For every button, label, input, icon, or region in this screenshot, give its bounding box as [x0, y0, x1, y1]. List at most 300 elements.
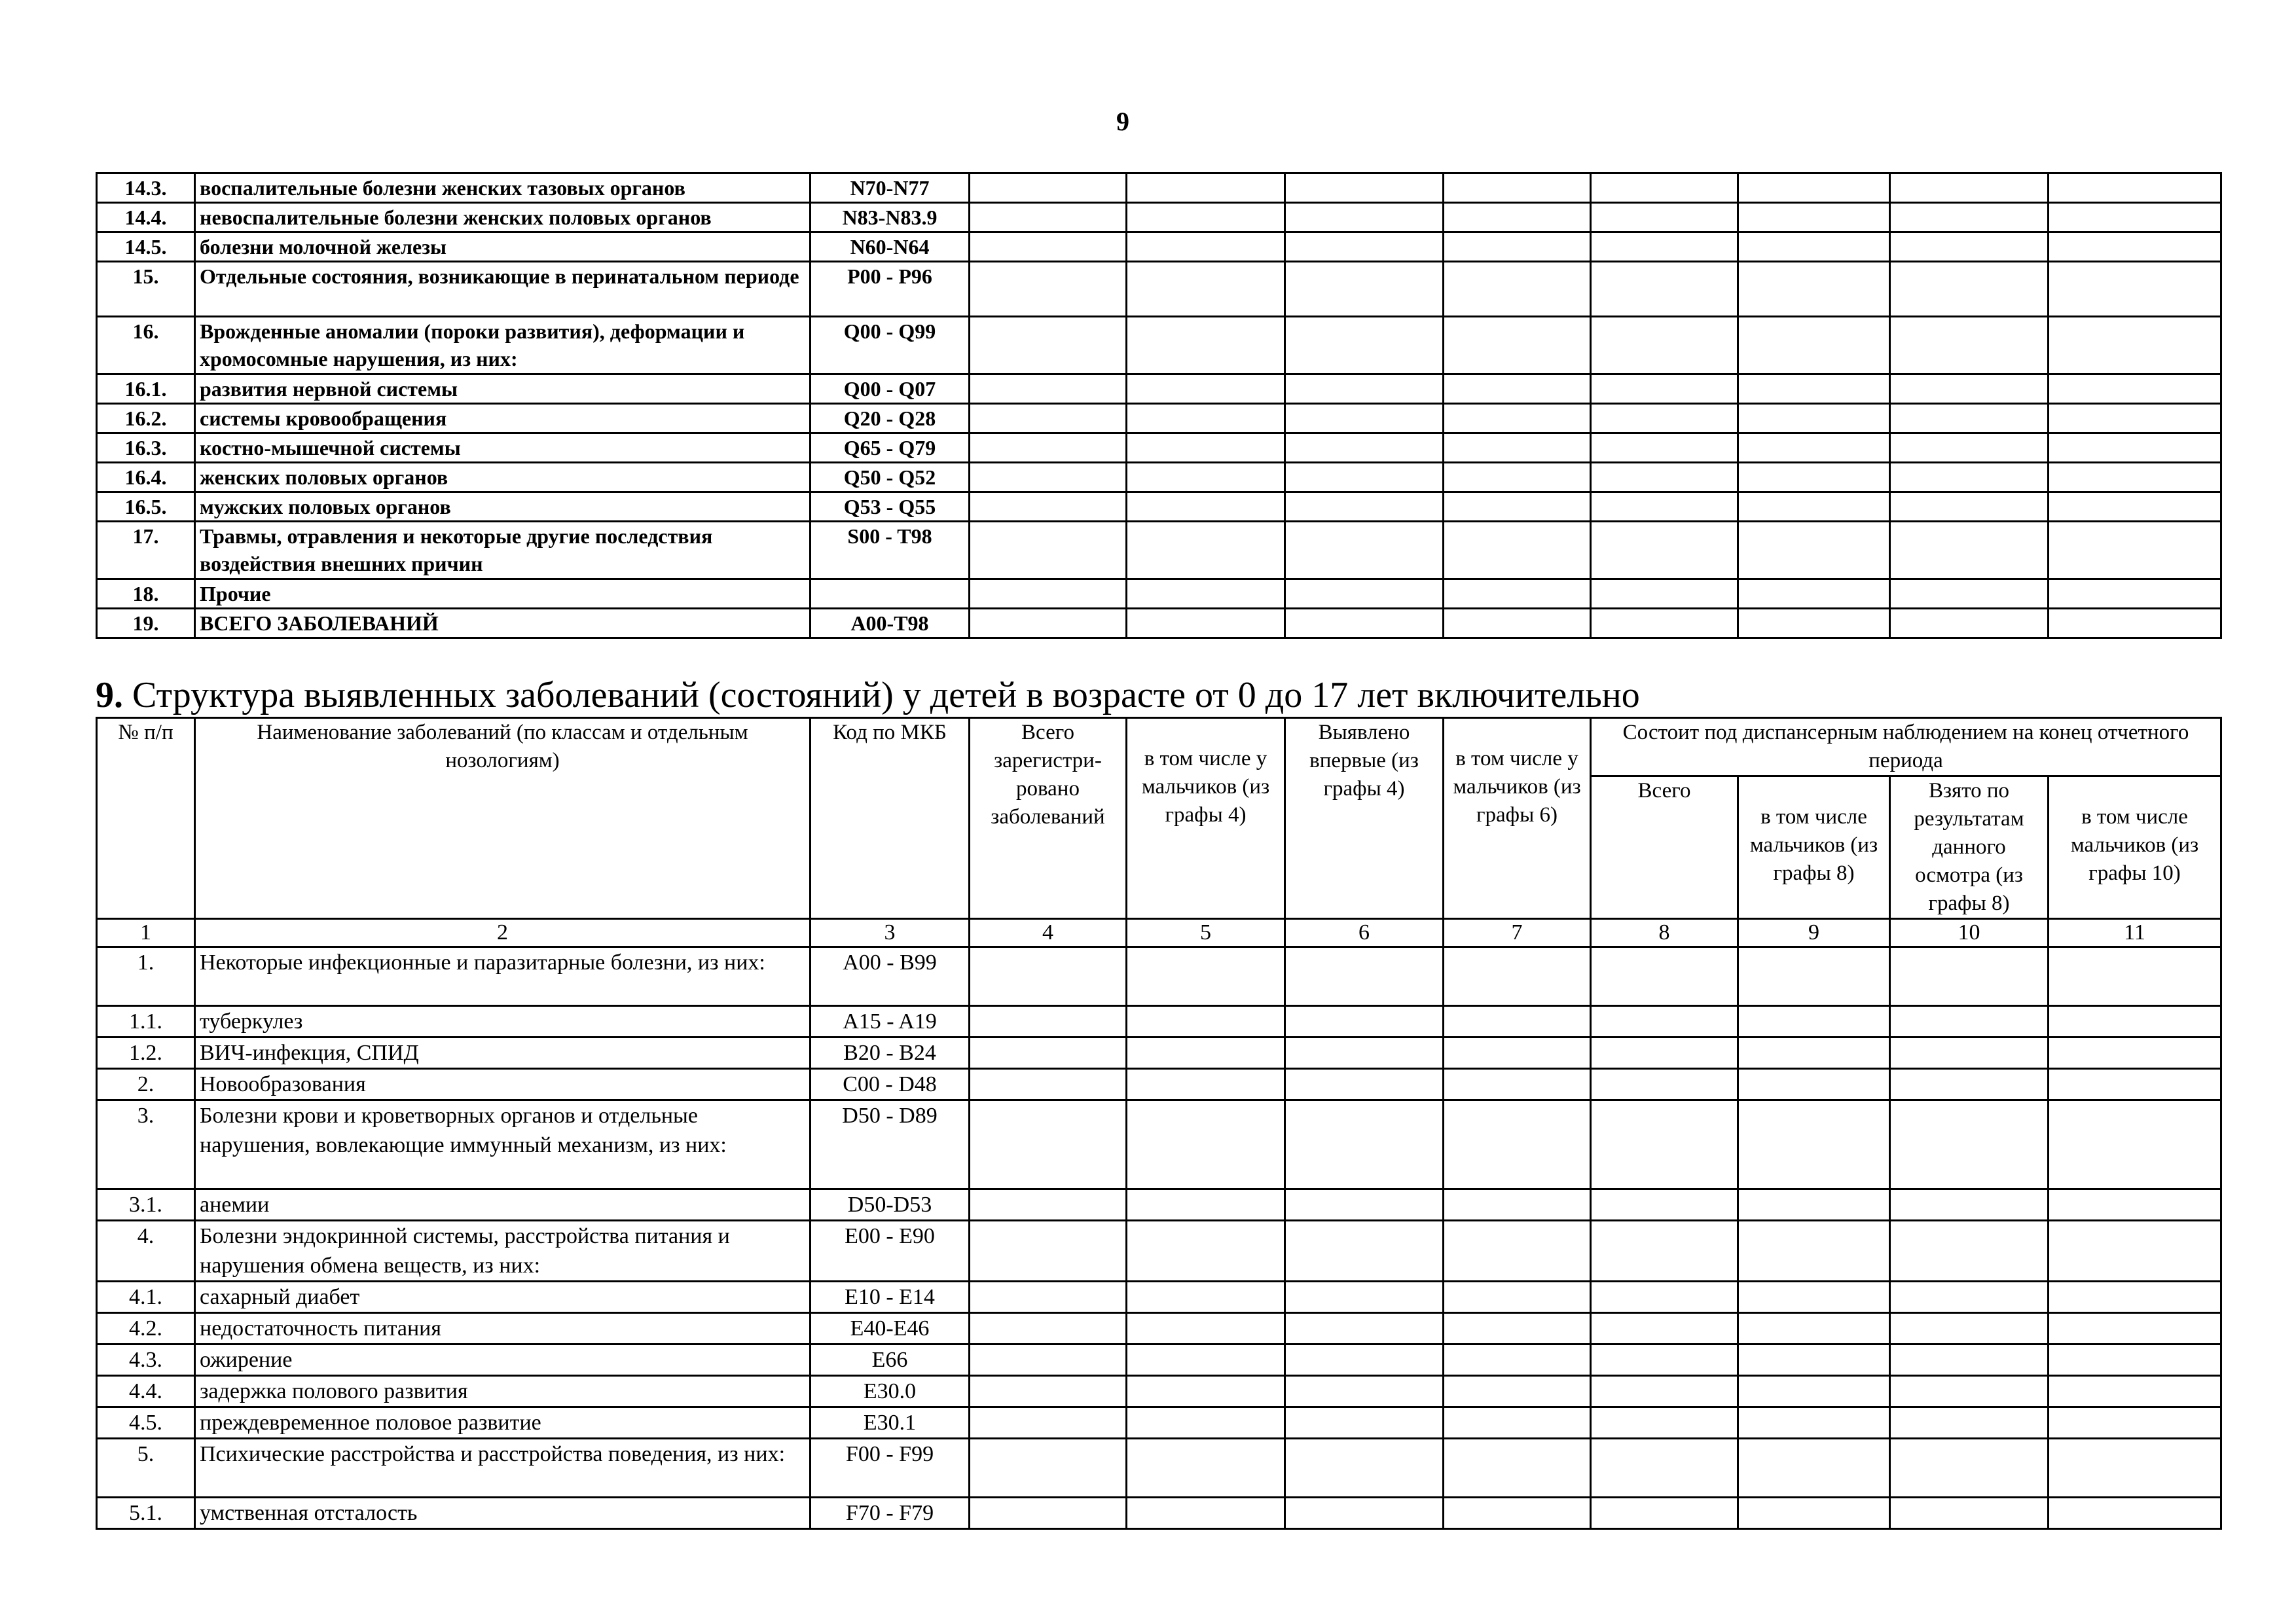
column-number: 2 [195, 919, 811, 947]
value-cell [1127, 1407, 1285, 1439]
table-row [97, 1344, 2221, 1376]
value-cell [1444, 609, 1591, 638]
icd-code: A00 - B99 [811, 947, 970, 1006]
disease-name: преждевременное половое развитие [195, 1407, 811, 1439]
row-number: 4.1. [97, 1282, 195, 1313]
value-cell [1738, 262, 1890, 317]
value-cell [1738, 492, 1890, 522]
value-cell [1444, 374, 1591, 404]
table-row [97, 492, 2221, 522]
value-cell [1127, 1069, 1285, 1100]
row-number: 16.1. [97, 374, 195, 404]
value-cell [970, 579, 1127, 609]
value-cell [1890, 1498, 2049, 1529]
value-cell [1444, 1407, 1591, 1439]
value-cell [1890, 579, 2049, 609]
value-cell [1591, 1282, 1738, 1313]
value-cell [1444, 1038, 1591, 1069]
disease-name: задержка полового развития [195, 1376, 811, 1407]
icd-code: A15 - A19 [811, 1006, 970, 1038]
value-cell [1285, 1498, 1444, 1529]
value-cell [1738, 463, 1890, 492]
icd-code: S00 - T98 [811, 522, 970, 579]
disease-name: Болезни крови и кроветворных органов и отдельные нарушения, вовлекающие иммунный механизм, из них: [195, 1100, 811, 1189]
header-boys-of-4: в том числе у мальчиков (из графы 4) [1127, 718, 1285, 919]
column-number: 3 [811, 919, 970, 947]
disease-name: туберкулез [195, 1006, 811, 1038]
row-number: 4.2. [97, 1313, 195, 1344]
column-number: 1 [97, 919, 195, 947]
row-number: 5.1. [97, 1498, 195, 1529]
section-heading [96, 673, 2223, 717]
table-row [97, 522, 2221, 579]
value-cell [2049, 579, 2221, 609]
value-cell [970, 492, 1127, 522]
value-cell [1444, 492, 1591, 522]
value-cell [1444, 433, 1591, 463]
value-cell [1285, 1313, 1444, 1344]
value-cell [970, 404, 1127, 433]
value-cell [970, 1376, 1127, 1407]
value-cell [970, 317, 1127, 374]
value-cell [1890, 1407, 2049, 1439]
value-cell [1890, 262, 2049, 317]
disease-name: ВСЕГО ЗАБОЛЕВАНИЙ [195, 609, 811, 638]
table-row [97, 1439, 2221, 1498]
value-cell [2049, 1282, 2221, 1313]
value-cell [970, 1069, 1127, 1100]
value-cell [1444, 1498, 1591, 1529]
table-row [97, 609, 2221, 638]
column-number: 9 [1738, 919, 1890, 947]
disease-name: развития нервной системы [195, 374, 811, 404]
table-row [97, 404, 2221, 433]
value-cell [2049, 1439, 2221, 1498]
value-cell [1127, 522, 1285, 579]
row-number: 4.5. [97, 1407, 195, 1439]
value-cell [1444, 203, 1591, 232]
disease-name: Новообразования [195, 1069, 811, 1100]
table-row [97, 232, 2221, 262]
disease-name: мужских половых органов [195, 492, 811, 522]
table-row [97, 463, 2221, 492]
value-cell [1890, 1439, 2049, 1498]
value-cell [1444, 1282, 1591, 1313]
value-cell [1591, 374, 1738, 404]
icd-code: E30.1 [811, 1407, 970, 1439]
value-cell [1444, 232, 1591, 262]
value-cell [1444, 173, 1591, 203]
value-cell [2049, 1498, 2221, 1529]
value-cell [1127, 1221, 1285, 1282]
value-cell [2049, 1006, 2221, 1038]
disease-name: женских половых органов [195, 463, 811, 492]
value-cell [970, 947, 1127, 1006]
value-cell [2049, 1407, 2221, 1439]
value-cell [1890, 947, 2049, 1006]
row-number: 2. [97, 1069, 195, 1100]
value-cell [1738, 404, 1890, 433]
table-row [97, 433, 2221, 463]
row-number: 16. [97, 317, 195, 374]
value-cell [2049, 404, 2221, 433]
value-cell [1591, 433, 1738, 463]
value-cell [1127, 317, 1285, 374]
value-cell [1890, 1282, 2049, 1313]
value-cell [970, 374, 1127, 404]
value-cell [1444, 1006, 1591, 1038]
value-cell [1738, 173, 1890, 203]
value-cell [1444, 317, 1591, 374]
value-cell [1591, 1407, 1738, 1439]
value-cell [2049, 1344, 2221, 1376]
value-cell [2049, 492, 2221, 522]
value-cell [1285, 1407, 1444, 1439]
value-cell [1127, 433, 1285, 463]
row-number: 1. [97, 947, 195, 1006]
value-cell [1285, 374, 1444, 404]
value-cell [1890, 1376, 2049, 1407]
icd-code: F70 - F79 [811, 1498, 970, 1529]
row-number: 3.1. [97, 1189, 195, 1221]
table-row [97, 203, 2221, 232]
value-cell [970, 433, 1127, 463]
icd-code: Q00 - Q07 [811, 374, 970, 404]
value-cell [1285, 492, 1444, 522]
page-number: 9 [1116, 107, 1129, 136]
value-cell [1591, 579, 1738, 609]
value-cell [1444, 1439, 1591, 1498]
value-cell [2049, 1100, 2221, 1189]
disease-name: Врожденные аномалии (пороки развития), деформации и хромосомные нарушения, из них: [195, 317, 811, 374]
icd-code: C00 - D48 [811, 1069, 970, 1100]
value-cell [1285, 463, 1444, 492]
value-cell [1127, 579, 1285, 609]
disease-name: ВИЧ-инфекция, СПИД [195, 1038, 811, 1069]
value-cell [1444, 947, 1591, 1006]
value-cell [1444, 1100, 1591, 1189]
value-cell [1591, 1100, 1738, 1189]
value-cell [1738, 947, 1890, 1006]
value-cell [1591, 317, 1738, 374]
value-cell [1127, 173, 1285, 203]
value-cell [970, 262, 1127, 317]
icd-code: Q00 - Q99 [811, 317, 970, 374]
value-cell [1285, 203, 1444, 232]
disease-name: Травмы, отравления и некоторые другие последствия воздействия внешних причин [195, 522, 811, 579]
value-cell [1127, 232, 1285, 262]
value-cell [1591, 1313, 1738, 1344]
column-number: 7 [1444, 919, 1591, 947]
icd-code: Q50 - Q52 [811, 463, 970, 492]
value-cell [1285, 1100, 1444, 1189]
row-number: 19. [97, 609, 195, 638]
row-number: 14.5. [97, 232, 195, 262]
value-cell [1738, 203, 1890, 232]
value-cell [1738, 1100, 1890, 1189]
value-cell [970, 1344, 1127, 1376]
row-number: 16.4. [97, 463, 195, 492]
header-boys-of-6: в том числе у мальчиков (из графы 6) [1444, 718, 1591, 919]
row-number: 18. [97, 579, 195, 609]
value-cell [1890, 1344, 2049, 1376]
value-cell [1444, 1221, 1591, 1282]
table-row [97, 947, 2221, 1006]
icd-code: N70-N77 [811, 173, 970, 203]
column-number: 8 [1591, 919, 1738, 947]
value-cell [1738, 609, 1890, 638]
value-cell [1591, 1069, 1738, 1100]
value-cell [1890, 1189, 2049, 1221]
value-cell [1127, 1282, 1285, 1313]
icd-code: Q65 - Q79 [811, 433, 970, 463]
column-number: 10 [1890, 919, 2049, 947]
value-cell [970, 522, 1127, 579]
row-number: 16.2. [97, 404, 195, 433]
value-cell [2049, 463, 2221, 492]
header-first-detected: Выявлено впервые (из графы 4) [1285, 718, 1444, 919]
value-cell [1285, 1189, 1444, 1221]
value-cell [2049, 1221, 2221, 1282]
column-number: 6 [1285, 919, 1444, 947]
disease-name: болезни молочной железы [195, 232, 811, 262]
icd-code: E40-E46 [811, 1313, 970, 1344]
disease-name: Психические расстройства и расстройства поведения, из них: [195, 1439, 811, 1498]
icd-code: D50-D53 [811, 1189, 970, 1221]
value-cell [1738, 1407, 1890, 1439]
value-cell [1127, 609, 1285, 638]
value-cell [1127, 1376, 1285, 1407]
value-cell [970, 1407, 1127, 1439]
value-cell [1444, 1344, 1591, 1376]
top-table [96, 172, 2222, 639]
value-cell [970, 463, 1127, 492]
value-cell [970, 1189, 1127, 1221]
header-code: Код по МКБ [811, 718, 970, 919]
value-cell [1738, 1344, 1890, 1376]
value-cell [970, 1038, 1127, 1069]
value-cell [1591, 404, 1738, 433]
value-cell [1444, 1376, 1591, 1407]
disease-name: умственная отсталость [195, 1498, 811, 1529]
value-cell [1285, 404, 1444, 433]
value-cell [2049, 1376, 2221, 1407]
value-cell [970, 1498, 1127, 1529]
value-cell [970, 232, 1127, 262]
value-cell [1444, 404, 1591, 433]
icd-code: A00-T98 [811, 609, 970, 638]
table-row [97, 1313, 2221, 1344]
table-row [97, 262, 2221, 317]
value-cell [1444, 262, 1591, 317]
row-number: 5. [97, 1439, 195, 1498]
icd-code: F00 - F99 [811, 1439, 970, 1498]
disease-name: сахарный диабет [195, 1282, 811, 1313]
header-total-registered: Всего зарегистри- ровано заболеваний [970, 718, 1127, 919]
value-cell [1591, 1006, 1738, 1038]
icd-code: D50 - D89 [811, 1100, 970, 1189]
value-cell [2049, 317, 2221, 374]
row-number: 3. [97, 1100, 195, 1189]
value-cell [2049, 522, 2221, 579]
table-row [97, 374, 2221, 404]
value-cell [1127, 203, 1285, 232]
value-cell [1127, 1100, 1285, 1189]
icd-code: Q53 - Q55 [811, 492, 970, 522]
value-cell [2049, 1313, 2221, 1344]
table-row [97, 1282, 2221, 1313]
value-cell [1890, 522, 2049, 579]
header-disp-boys-of-8: в том числе мальчиков (из графы 8) [1738, 776, 1890, 919]
value-cell [1127, 1439, 1285, 1498]
value-cell [1285, 232, 1444, 262]
value-cell [1890, 203, 2049, 232]
value-cell [1285, 1282, 1444, 1313]
icd-code: Q20 - Q28 [811, 404, 970, 433]
value-cell [970, 1006, 1127, 1038]
disease-name: анемии [195, 1189, 811, 1221]
value-cell [1591, 262, 1738, 317]
value-cell [1285, 1344, 1444, 1376]
value-cell [1127, 1038, 1285, 1069]
value-cell [970, 1100, 1127, 1189]
value-cell [1127, 404, 1285, 433]
header-disp-total: Всего [1591, 776, 1738, 919]
table-row [97, 1006, 2221, 1038]
value-cell [1127, 1313, 1285, 1344]
table-row [97, 317, 2221, 374]
icd-code: P00 - P96 [811, 262, 970, 317]
value-cell [2049, 433, 2221, 463]
value-cell [1285, 1221, 1444, 1282]
icd-code: E30.0 [811, 1376, 970, 1407]
value-cell [970, 1313, 1127, 1344]
value-cell [1890, 492, 2049, 522]
value-cell [1738, 1221, 1890, 1282]
disease-name: воспалительные болезни женских тазовых органов [195, 173, 811, 203]
value-cell [1738, 1439, 1890, 1498]
value-cell [1591, 609, 1738, 638]
value-cell [1738, 374, 1890, 404]
value-cell [1127, 463, 1285, 492]
value-cell [1444, 522, 1591, 579]
value-cell [1890, 404, 2049, 433]
value-cell [1285, 1006, 1444, 1038]
value-cell [1591, 232, 1738, 262]
value-cell [1591, 1498, 1738, 1529]
column-number: 11 [2049, 919, 2221, 947]
disease-name: Некоторые инфекционные и паразитарные болезни, из них: [195, 947, 811, 1006]
row-number: 4. [97, 1221, 195, 1282]
value-cell [1285, 317, 1444, 374]
value-cell [1444, 1313, 1591, 1344]
value-cell [1890, 1069, 2049, 1100]
value-cell [1127, 947, 1285, 1006]
value-cell [1285, 522, 1444, 579]
value-cell [1890, 1100, 2049, 1189]
value-cell [1738, 1282, 1890, 1313]
value-cell [1127, 1498, 1285, 1529]
value-cell [1890, 1221, 2049, 1282]
value-cell [1890, 609, 2049, 638]
value-cell [1591, 463, 1738, 492]
row-number: 16.3. [97, 433, 195, 463]
icd-code: E00 - E90 [811, 1221, 970, 1282]
row-number: 15. [97, 262, 195, 317]
value-cell [2049, 374, 2221, 404]
value-cell [1890, 1313, 2049, 1344]
value-cell [1591, 203, 1738, 232]
header-num: № п/п [97, 718, 195, 919]
value-cell [1738, 1006, 1890, 1038]
value-cell [1890, 463, 2049, 492]
value-cell [970, 203, 1127, 232]
value-cell [1127, 262, 1285, 317]
row-number: 4.4. [97, 1376, 195, 1407]
value-cell [1127, 1006, 1285, 1038]
header-disp-taken: Взято по результатам данного осмотра (из графы 8) [1890, 776, 2049, 919]
table-row [97, 1498, 2221, 1529]
value-cell [1591, 1344, 1738, 1376]
icd-code: N60-N64 [811, 232, 970, 262]
value-cell [1890, 374, 2049, 404]
value-cell [970, 1282, 1127, 1313]
disease-name: системы кровообращения [195, 404, 811, 433]
disease-name: ожирение [195, 1344, 811, 1376]
disease-name: костно-мышечной системы [195, 433, 811, 463]
value-cell [1738, 579, 1890, 609]
table-row [97, 1221, 2221, 1282]
value-cell [1890, 173, 2049, 203]
value-cell [2049, 947, 2221, 1006]
value-cell [1591, 522, 1738, 579]
header-name: Наименование заболеваний (по классам и отдельным нозологиям) [195, 718, 811, 919]
table-row [97, 1376, 2221, 1407]
table-row [97, 173, 2221, 203]
table-row [97, 579, 2221, 609]
value-cell [970, 173, 1127, 203]
value-cell [2049, 203, 2221, 232]
value-cell [1890, 1038, 2049, 1069]
value-cell [1591, 173, 1738, 203]
disease-name: Болезни эндокринной системы, расстройства питания и нарушения обмена веществ, из них: [195, 1221, 811, 1282]
value-cell [1444, 1189, 1591, 1221]
table-row [97, 1407, 2221, 1439]
value-cell [2049, 1189, 2221, 1221]
value-cell [1285, 947, 1444, 1006]
row-number: 14.3. [97, 173, 195, 203]
value-cell [1444, 463, 1591, 492]
value-cell [1285, 1439, 1444, 1498]
value-cell [1127, 1344, 1285, 1376]
value-cell [2049, 262, 2221, 317]
value-cell [1285, 609, 1444, 638]
value-cell [1738, 522, 1890, 579]
header-dispensary-group: Состоит под диспансерным наблюдением на конец отчетного периода [1591, 718, 2221, 776]
value-cell [2049, 1069, 2221, 1100]
value-cell [1591, 1439, 1738, 1498]
value-cell [1285, 1038, 1444, 1069]
value-cell [970, 1439, 1127, 1498]
value-cell [1890, 232, 2049, 262]
value-cell [2049, 1038, 2221, 1069]
value-cell [1738, 1376, 1890, 1407]
disease-structure-table [96, 717, 2222, 1530]
value-cell [1285, 1376, 1444, 1407]
value-cell [1890, 433, 2049, 463]
value-cell [1738, 1498, 1890, 1529]
table-row [97, 1038, 2221, 1069]
